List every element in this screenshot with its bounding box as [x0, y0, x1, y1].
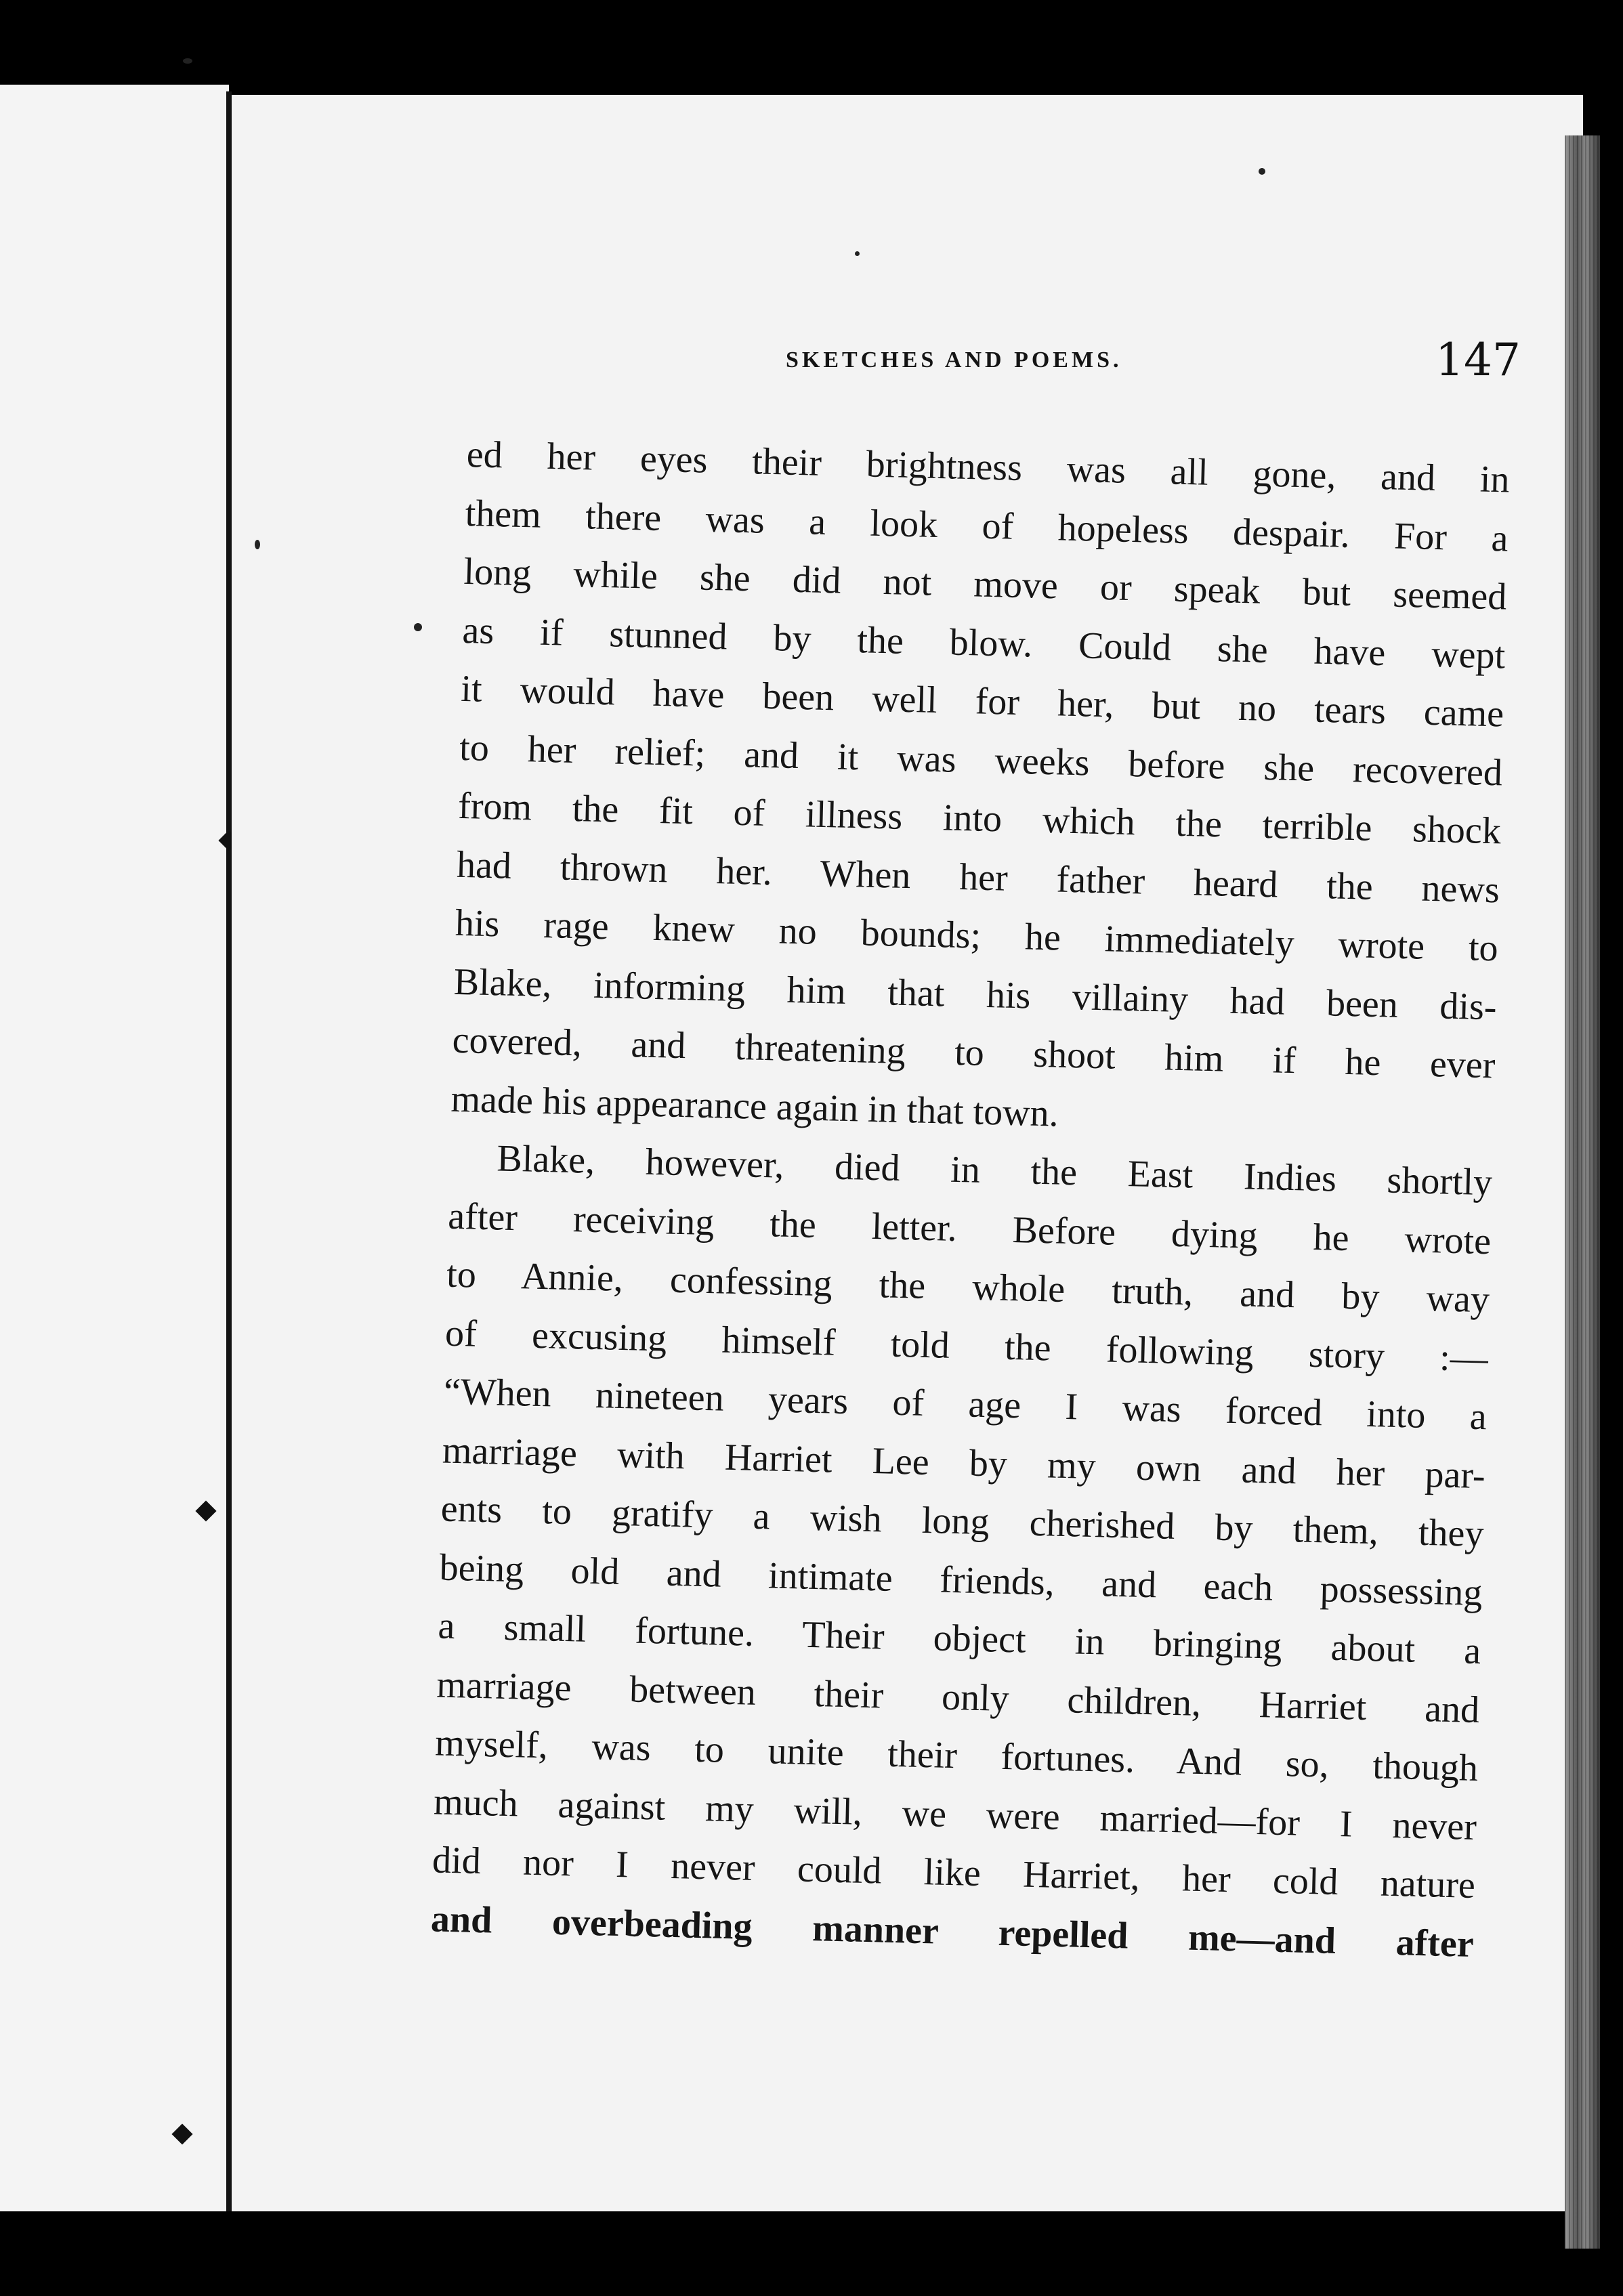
- gutter-line: [226, 91, 232, 2211]
- text-line: it would have been well for her, but no tears came: [460, 667, 1504, 736]
- text-line: marriage between their only children, Harriet and: [436, 1663, 1480, 1731]
- text-line: ents to gratify a wish long cherished by them, they: [440, 1487, 1485, 1556]
- page-number: 147: [1435, 334, 1521, 386]
- text-line: being old and intimate friends, and each possessing: [439, 1546, 1483, 1614]
- facing-page-edge: [0, 85, 229, 2211]
- text-line: after receiving the letter. Before dying he wrote: [447, 1195, 1492, 1262]
- text-line: “When nineteen years of age I was forced into a: [443, 1370, 1488, 1439]
- text-line: Blake, informing him that his villainy had been dis-: [453, 960, 1498, 1028]
- text-line: from the fit of illness into which the terrible shock: [457, 784, 1502, 853]
- smudged-text-line: and overbeading manner repelled me—and after: [430, 1897, 1475, 1965]
- body-text: [430, 425, 1510, 1974]
- text-line: much against my will, we were married—for I never: [433, 1780, 1477, 1848]
- text-line: to her relief; and it was weeks before she recovered: [459, 726, 1503, 794]
- running-head: SKETCHES AND POEMS.: [786, 347, 1122, 373]
- dust-speck: [855, 251, 860, 256]
- dust-speck: [183, 58, 192, 64]
- paragraph-end-line: made his appearance again in that town.: [450, 1078, 1059, 1135]
- text-line: to Annie, confessing the whole truth, and by way: [446, 1253, 1490, 1321]
- page-edge-shadow: [1565, 135, 1600, 2249]
- text-line: as if stunned by the blow. Could she have wept: [461, 609, 1506, 677]
- dust-speck: [1259, 168, 1265, 175]
- text-line: of excusing himself told the following story :—: [444, 1312, 1489, 1380]
- dust-speck: [255, 540, 260, 549]
- text-line: ed her eyes their brightness was all gone, and in: [466, 433, 1511, 501]
- text-line: marriage with Harriet Lee by my own and her par-: [442, 1429, 1486, 1497]
- dust-speck: [414, 623, 422, 631]
- text-line: myself, was to unite their fortunes. And so, though: [434, 1722, 1479, 1790]
- text-line: had thrown her. When her father heard the news: [456, 843, 1500, 911]
- text-line: his rage knew no bounds; he immediately wrote to: [455, 901, 1499, 970]
- text-line: covered, and threatening to shoot him if he ever: [452, 1019, 1496, 1087]
- text-line: them there was a look of hopeless despair. For a: [465, 492, 1509, 560]
- page-header: [786, 334, 1521, 393]
- text-line: did nor I never could like Harriet, her cold nature: [431, 1839, 1476, 1907]
- text-line: long while she did not move or speak but seemed: [463, 550, 1508, 618]
- text-line: a small fortune. Their object in bringing about a: [437, 1604, 1481, 1673]
- paragraph-start-line: Blake, however, died in the East Indies shortly: [496, 1137, 1493, 1204]
